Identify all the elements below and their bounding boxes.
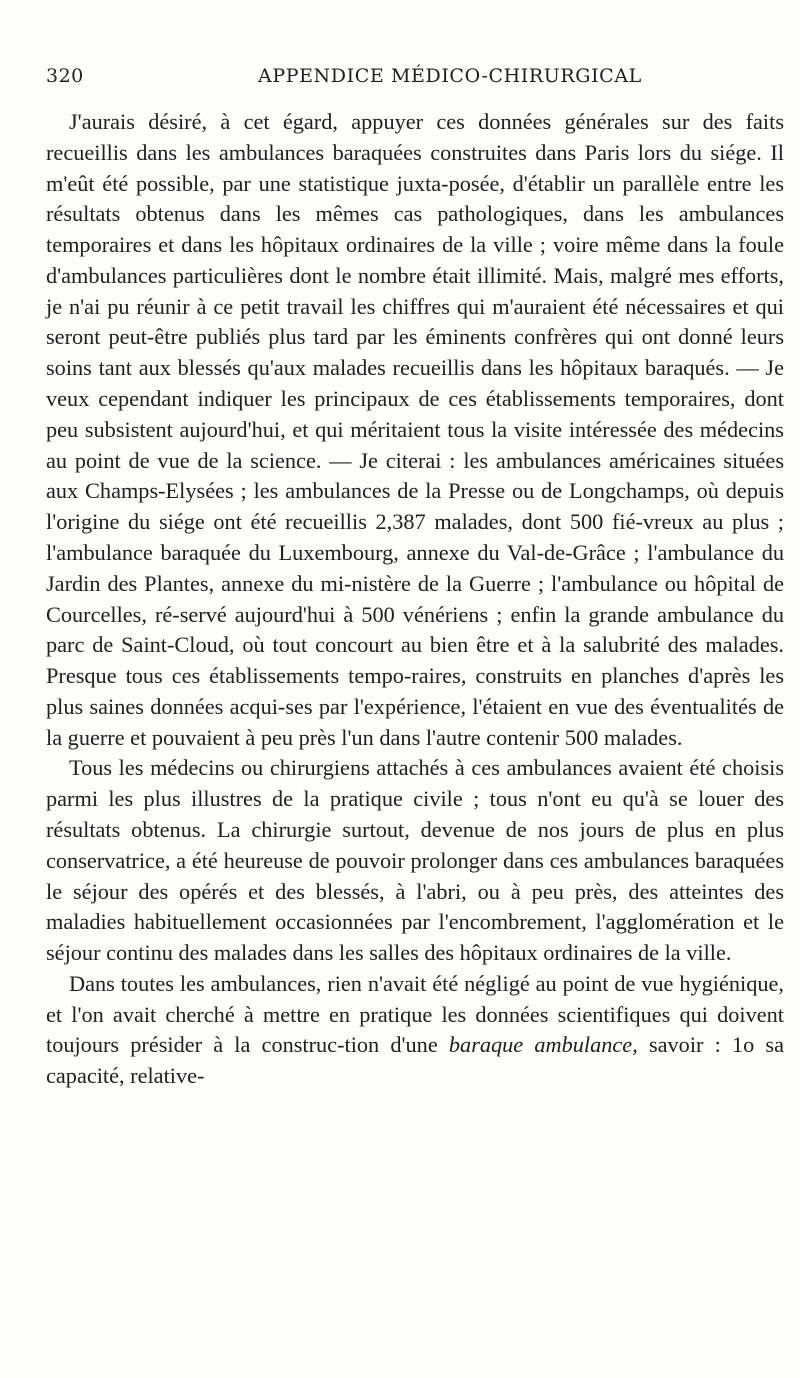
paragraph-2: Tous les médecins ou chirurgiens attachés à ces ambulances avaient été choisis parmi les plus illustres de la pratique civile ; tous n'ont eu qu'à se louer des résultats obtenus. La chirurgie surtout, devenue de nos jours de plus en plus conservatrice, a été heureuse de pouvoir prolonger dans ces ambulances baraquées le séjour des opérés et des blessés, à l'abri, ou à peu près, des atteintes des maladies habituellement occasionnées par l'encombrement, l'agglomération et le séjour continu des malades dans les salles des hôpitaux ordinaires de la ville. xyxy=(46,755,784,966)
running-head: APPENDICE MÉDICO-CHIRURGICAL xyxy=(258,65,642,87)
paragraph-3-text-start: Dans toutes les ambulances, rien n'avait été négligé au point de vue hygiénique, et l'on avait cherché à mettre en pratique les données scientifiques qui doivent toujours présider à la construc-tion d'une xyxy=(46,970,784,1058)
italic-term: baraque ambulance, xyxy=(448,1032,638,1058)
paragraph-3-text-end: savoir : 1o sa capacité, relative- xyxy=(46,1032,784,1089)
paragraph-1: J'aurais désiré, à cet égard, appuyer ces données générales sur des faits recueillis dans les ambulances baraquées construites dans Paris lors du siége. Il m'eût été possible, par une statistique juxta-posée, d'établir un parallèle entre les résultats obtenus dans les mêmes cas pathologiques, dans les ambulances temporaires et dans les hôpitaux ordinaires de la ville ; voire même dans la foule d'ambulances particulières dont le nombre était illimité. Mais, malgré mes efforts, je n'ai pu réunir à ce petit travail les chiffres qui m'auraient été nécessaires et qui seront peut-être publiés plus tard par les éminents confrères qui ont donné leurs soins tant aux blessés qu'aux malades recueillis dans les hôpitaux baraqués. — Je veux cependant indiquer les principaux de ces établissements temporaires, dont peu subsistent aujourd'hui, et qui méritaient tous la visite intéressée des médecins au point de vue de la science. — Je citerai : les ambulances américaines situées aux Champs-Elysées ; les ambulances de la Presse ou de Longchamps, où depuis l'origine du siége ont été recueillis 2,387 malades, dont 500 fié-vreux au plus ; l'ambulance baraquée du Luxembourg, annexe du Val-de-Grâce ; l'ambulance du Jardin des Plantes, annexe du mi-nistère de la Guerre ; l'ambulance ou hôpital de Courcelles, ré-servé aujourd'hui à 500 vénériens ; enfin la grande ambulance du parc de Saint-Cloud, où tout concourt au bien être et à la salubrité des malades. Presque tous ces établissements tempo-raires, construits en planches d'après les plus saines données acqui-ses par l'expérience, l'étaient en vue des éventualités de la guerre et pouvaient à peu près l'un dans l'autre contenir 500 malades. xyxy=(46,109,784,750)
paragraph-3 xyxy=(46,969,784,1092)
body-text xyxy=(46,107,784,1092)
page-number: 320 xyxy=(46,65,84,87)
page-header xyxy=(46,65,782,97)
